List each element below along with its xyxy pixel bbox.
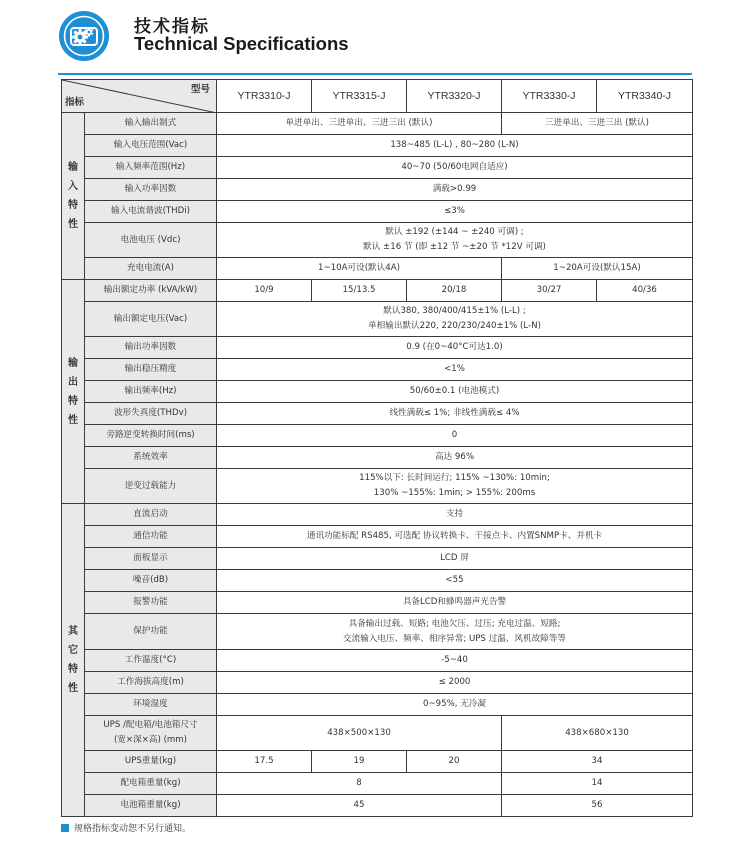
cell-value [217,223,693,258]
row-label [85,716,217,751]
row-label: 输入电压范围(Vac) [85,135,217,157]
corner-index-label: 指标 [65,97,85,108]
bullet-square-icon [61,824,69,832]
row-label: 输入功率因数 [85,179,217,201]
row-label-line: UPS /配电箱/电池箱尺寸 [103,720,198,730]
row-label: 报警功能 [85,592,217,614]
cell-value: 438×680×130 [502,716,693,751]
table-row [62,694,693,716]
table-row [62,359,693,381]
cell-value [217,614,693,650]
cell-value: 40/36 [597,280,693,302]
table-row [62,447,693,469]
row-label: 保护功能 [85,614,217,650]
footnote-text: 规格指标变动恕不另行通知。 [74,824,192,834]
row-label: 输入频率范围(Hz) [85,157,217,179]
row-label: 面板显示 [85,548,217,570]
cell-value: 56 [502,795,693,817]
row-label: 输出额定电压(Vac) [85,302,217,337]
table-row [62,337,693,359]
cell-value: 10/9 [217,280,312,302]
cell-value: 0~95%, 无冷凝 [217,694,693,716]
cell-value: 20 [407,751,502,773]
page-title-en: Technical Specifications [134,33,349,54]
group-label-other: 其 它 特 性 [62,504,85,817]
table-row [62,650,693,672]
row-label: 充电电流(A) [85,258,217,280]
table-row [62,80,693,113]
row-label: 输出额定功率 (kVA/kW) [85,280,217,302]
table-row [62,381,693,403]
cell-value: 线性满载≤ 1%; 非线性满载≤ 4% [217,403,693,425]
cell-value: 50/60±0.1 (电池模式) [217,381,693,403]
cell-line: 具备输出过载、短路; 电池欠压、过压; 充电过温、短路; [348,618,561,629]
table-row [62,526,693,548]
model-header: YTR3340-J [597,80,693,113]
cell-value: -5~40 [217,650,693,672]
cell-value: ≤3% [217,201,693,223]
table-row [62,403,693,425]
cell-line: 默认380, 380/400/415±1% (L-L) ; [383,306,526,316]
row-label-line: (宽×深×高) (mm) [113,735,188,745]
table-row [62,548,693,570]
cell-value: 138~485 (L-L) , 80~280 (L-N) [217,135,693,157]
row-label: 电池箱重量(kg) [85,795,217,817]
row-label: 工作海拔高度(m) [85,672,217,694]
table-row [62,258,693,280]
cell-value [217,302,693,337]
cell-line: 130% ~155%: 1min; > 155%: 200ms [373,488,536,498]
cell-value: 438×500×130 [217,716,502,751]
row-label: 输入输出制式 [85,113,217,135]
table-row [62,425,693,447]
cell-value: 单进单出、三进单出、三进三出 (默认) [217,113,502,135]
cell-value [217,469,693,504]
group-label-output: 输 出 特 性 [62,280,85,504]
row-label: 配电箱重量(kg) [85,773,217,795]
row-label: 工作温度(°C) [85,650,217,672]
row-label: 噪音(dB) [85,570,217,592]
row-label: 旁路逆变转换时间(ms) [85,425,217,447]
table-row [62,716,693,751]
table-row [62,201,693,223]
cell-value: 0 [217,425,693,447]
cell-value: 满载>0.99 [217,179,693,201]
page-title-cn: 技术指标 [134,17,210,37]
model-header: YTR3320-J [407,80,502,113]
spec-table [61,79,693,817]
row-label: 输出稳压精度 [85,359,217,381]
cell-value: 19 [312,751,407,773]
group-label-input: 输 入 特 性 [62,113,85,280]
table-row [62,795,693,817]
cell-value: 34 [502,751,693,773]
table-row [62,751,693,773]
model-header: YTR3315-J [312,80,407,113]
cell-line: 交流输入电压、频率、相序异常; UPS 过温、风机故障等等 [343,633,566,644]
cell-value: 20/18 [407,280,502,302]
table-row [62,504,693,526]
row-label: 输入电流谐波(THDi) [85,201,217,223]
table-row [62,672,693,694]
table-row [62,614,693,650]
table-row [62,570,693,592]
row-label: 直流启动 [85,504,217,526]
cell-value: 通讯功能标配 RS485, 可选配 协议转换卡、干接点卡、内置SNMP卡、并机卡 [217,526,693,548]
table-row [62,135,693,157]
table-row [62,223,693,258]
table-row [62,592,693,614]
title-divider [58,73,692,75]
cell-value: 14 [502,773,693,795]
cell-value: 支持 [217,504,693,526]
cell-value: 15/13.5 [312,280,407,302]
table-row [62,113,693,135]
cell-value: <1% [217,359,693,381]
row-label: 输出功率因数 [85,337,217,359]
cell-value: 8 [217,773,502,795]
cell-value: LCD 屏 [217,548,693,570]
row-label: 环境湿度 [85,694,217,716]
table-row [62,179,693,201]
cell-value: 高达 96% [217,447,693,469]
row-label: 波形失真度(THDv) [85,403,217,425]
cell-line: 默认 ±192 (±144 ~ ±240 可调) ; [385,227,524,237]
cell-line: 单相输出默认220, 220/230/240±1% (L-N) [368,321,541,331]
cell-value: <55 [217,570,693,592]
cell-value: 1~20A可设(默认15A) [502,258,693,280]
table-row [62,469,693,504]
cell-value: 30/27 [502,280,597,302]
table-row [62,280,693,302]
row-label: 输出频率(Hz) [85,381,217,403]
row-label: 通信功能 [85,526,217,548]
row-label: 电池电压 (Vdc) [85,223,217,258]
cell-value: ≤ 2000 [217,672,693,694]
row-label: 系统效率 [85,447,217,469]
cell-value: 40~70 (50/60电网自适应) [217,157,693,179]
cell-value: 0.9 (在0~40°C可达1.0) [217,337,693,359]
cell-line: 115%以下: 长时间运行; 115% ~130%: 10min; [359,473,550,483]
model-header: YTR3330-J [502,80,597,113]
corner-diagonal [62,80,217,113]
model-header: YTR3310-J [217,80,312,113]
row-label: UPS重量(kg) [85,751,217,773]
cell-line: 默认 ±16 节 (即 ±12 节 ~±20 节 *12V 可调) [363,242,546,252]
row-label: 逆变过载能力 [85,469,217,504]
cell-value: 具备LCD和蜂鸣器声光告警 [217,592,693,614]
header-corner [62,80,217,113]
settings-gear-icon [58,10,110,62]
table-row [62,773,693,795]
table-row [62,302,693,337]
cell-value: 三进单出、三进三出 (默认) [502,113,693,135]
cell-value: 1~10A可设(默认4A) [217,258,502,280]
footnote [61,821,191,834]
cell-value: 45 [217,795,502,817]
table-row [62,157,693,179]
corner-model-label: 型号 [190,84,210,95]
cell-value: 17.5 [217,751,312,773]
